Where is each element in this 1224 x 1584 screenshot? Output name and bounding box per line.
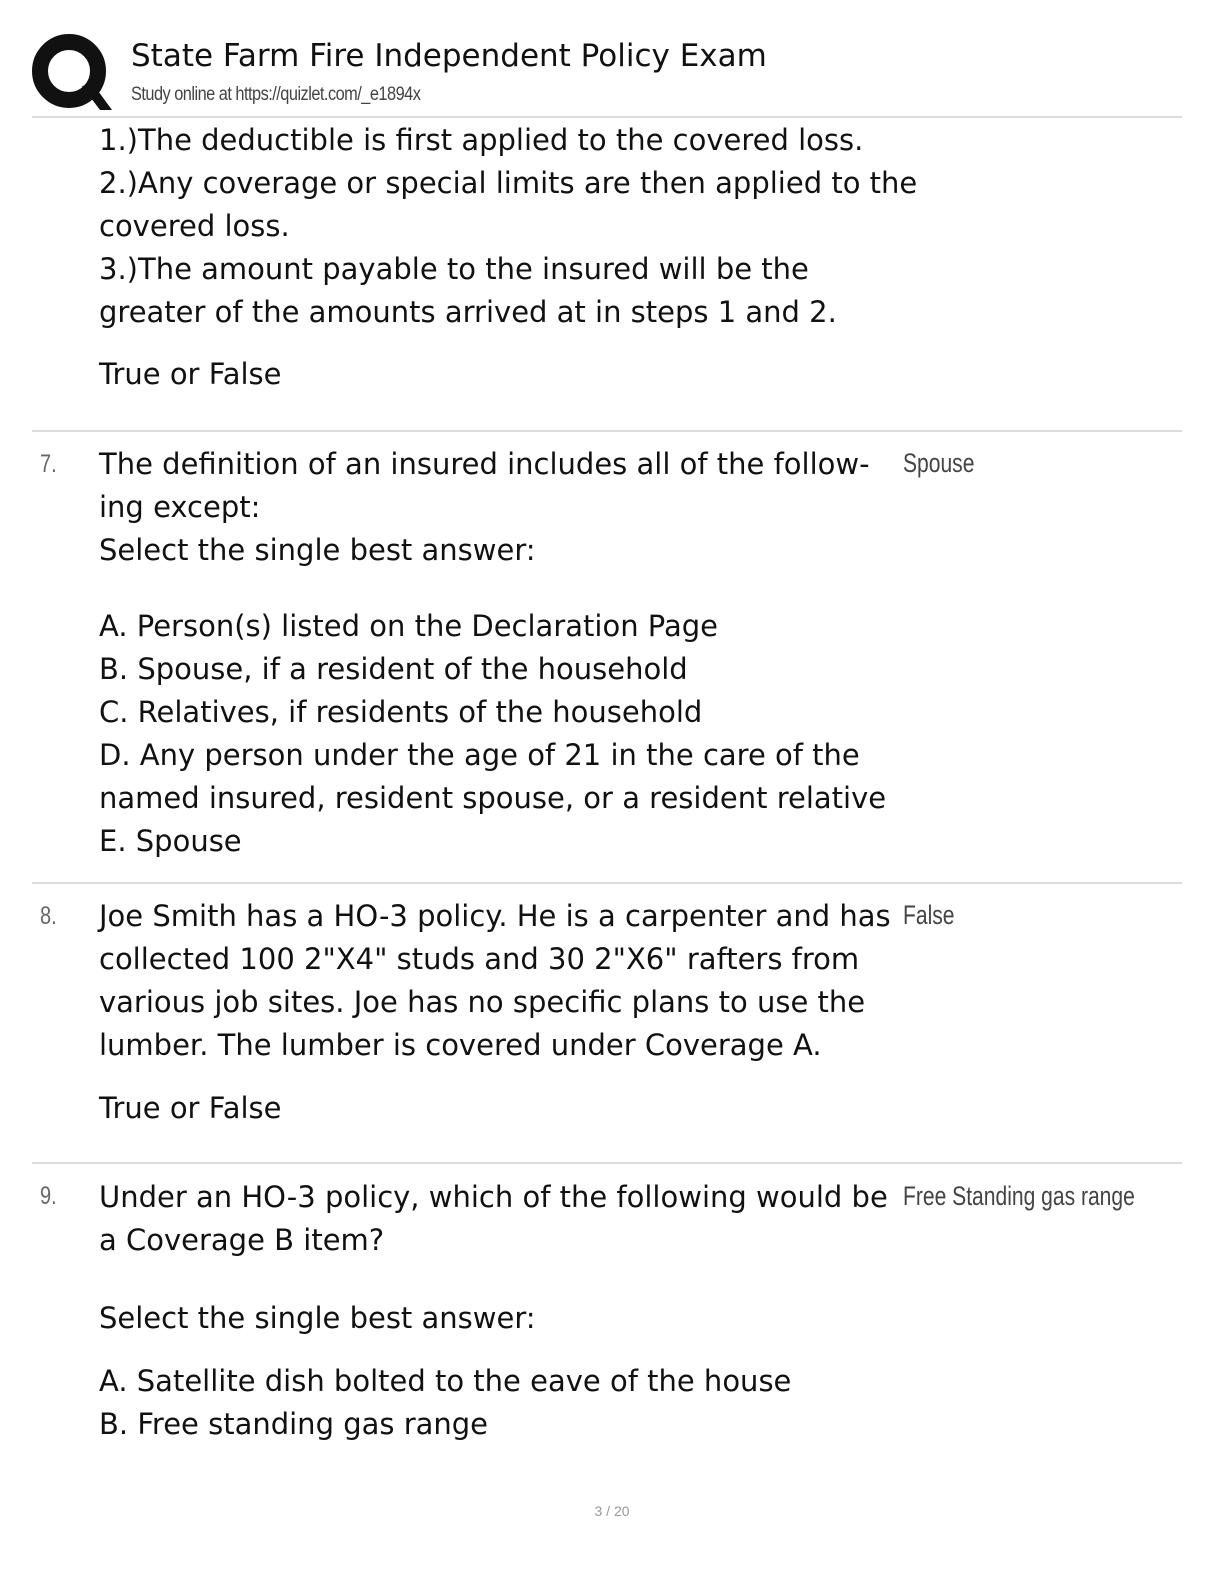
question-line: a Coverage B item? <box>99 1223 385 1257</box>
question-line: Select the single best answer: <box>99 533 536 567</box>
question-line: True or False <box>99 1091 282 1125</box>
answer-option: named insured, resident spouse, or a resident relative <box>99 781 887 815</box>
question-line: covered loss. <box>99 209 290 243</box>
question-line: lumber. The lumber is covered under Coverage A. <box>99 1028 822 1062</box>
divider <box>32 1162 1182 1164</box>
question-number: 7. <box>40 450 57 478</box>
page-number: 3 / 20 <box>594 1503 630 1519</box>
answer-option: B. Free standing gas range <box>99 1407 489 1441</box>
question-number: 8. <box>40 902 57 930</box>
answer-option: C. Relatives, if residents of the household <box>99 695 703 729</box>
question-text <box>99 1176 919 1446</box>
question-line: various job sites. Joe has no specific plans to use the <box>99 985 866 1019</box>
continued-question-text <box>99 119 919 396</box>
question-line: 1.)The deductible is first applied to the covered loss. <box>99 123 864 157</box>
question-line: The definition of an insured includes all of the follow- <box>99 447 870 481</box>
question-number: 9. <box>40 1182 57 1210</box>
question-text <box>99 895 919 1130</box>
question-line: Select the single best answer: <box>99 1301 536 1335</box>
study-online-link[interactable]: Study online at https://quizlet.com/_e1894x <box>131 84 421 105</box>
question-line: 2.)Any coverage or special limits are then applied to the <box>99 166 918 200</box>
answer-text: Free Standing gas range <box>903 1181 1135 1211</box>
question-line: greater of the amounts arrived at in steps 1 and 2. <box>99 295 837 329</box>
divider <box>32 430 1182 432</box>
answer-option: A. Person(s) listed on the Declaration Page <box>99 609 718 643</box>
answer-option: D. Any person under the age of 21 in the care of the <box>99 738 860 772</box>
answer-option: E. Spouse <box>99 824 242 858</box>
question-text <box>99 443 919 863</box>
divider <box>32 116 1182 118</box>
quizlet-logo-icon <box>30 32 112 112</box>
answer-text: False <box>903 900 955 930</box>
answer-text: Spouse <box>903 448 975 478</box>
answer-option: B. Spouse, if a resident of the household <box>99 652 688 686</box>
document-title: State Farm Fire Independent Policy Exam <box>131 38 767 74</box>
question-line: Joe Smith has a HO-3 policy. He is a carpenter and has <box>99 899 891 933</box>
question-line: True or False <box>99 357 282 391</box>
divider <box>32 882 1182 884</box>
question-line: ing except: <box>99 490 261 524</box>
question-line: Under an HO-3 policy, which of the following would be <box>99 1180 888 1214</box>
question-line: 3.)The amount payable to the insured will be the <box>99 252 809 286</box>
answer-option: A. Satellite dish bolted to the eave of the house <box>99 1364 792 1398</box>
question-line: collected 100 2"X4" studs and 30 2"X6" rafters from <box>99 942 860 976</box>
